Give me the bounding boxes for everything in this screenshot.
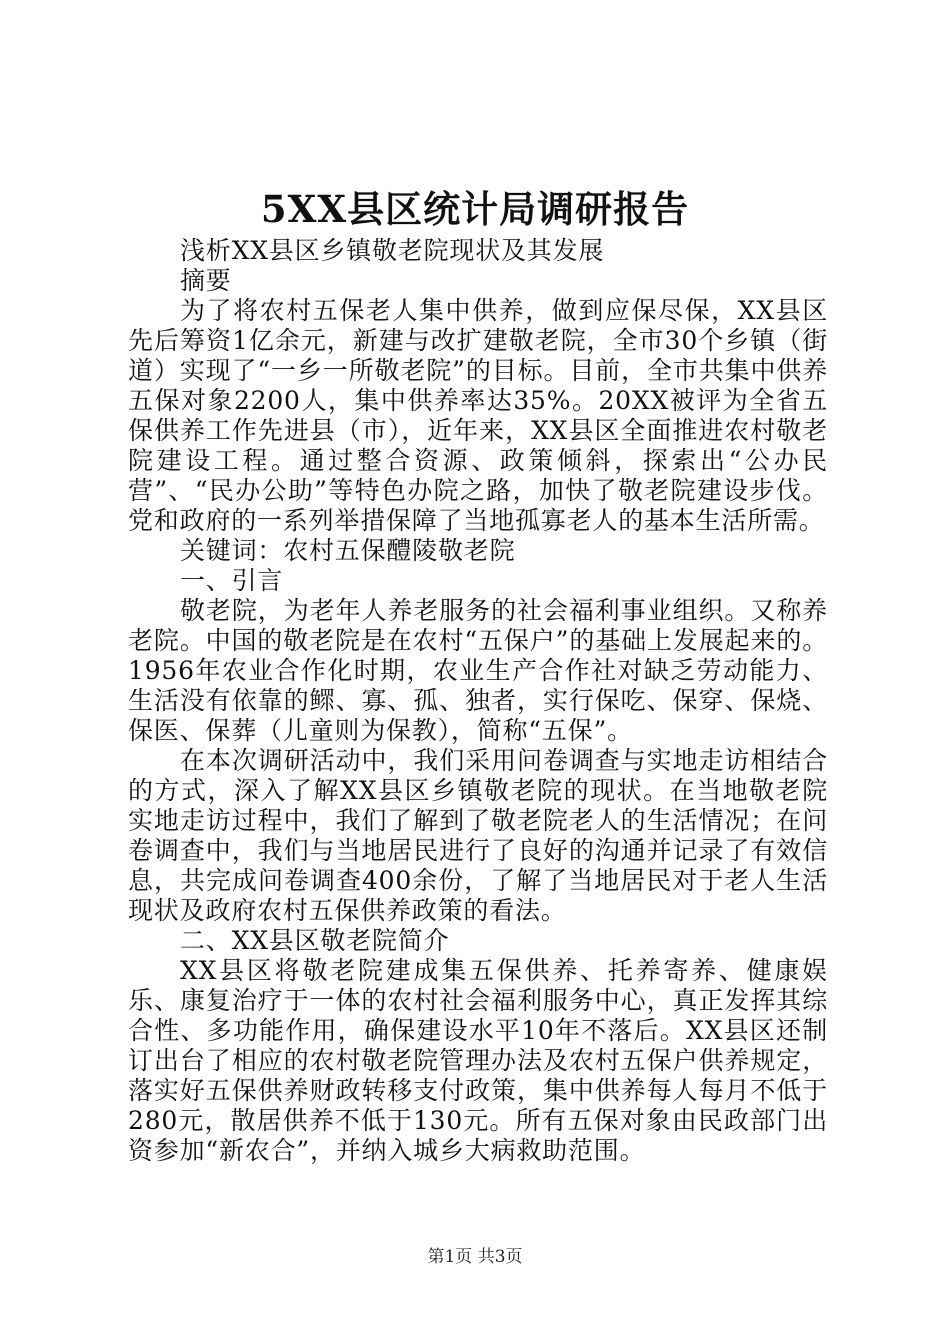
abstract-paragraph: 为了将农村五保老人集中供养，做到应保尽保，XX县区先后筹资1亿余元，新建与改扩建敬老院，全市30个乡镇（街道）实现了“一乡一所敬老院”的目标。目前，全市共集中供养五保对象2200人，集中供养率达35%。20XX被评为全省五保供养工作先进县（市），近年来，XX县区全面推进农村敬老院建设工程。通过整合资源、政策倾斜，探索出“公办民营”、“民办公助”等特色办院之路，加快了敬老院建设步伐。党和政府的一系列举措保障了当地孤寡老人的基本生活所需。: [128, 296, 828, 535]
abstract-heading: 摘要: [180, 266, 232, 295]
body-paragraph: 敬老院，为老年人养老服务的社会福利事业组织。又称养老院。中国的敬老院是在农村“五保户”的基础上发展起来的。1956年农业合作化时期，农业生产合作社对缺乏劳动能力、生活没有依靠的鳏、寡、孤、独者，实行保吃、保穿、保烧、保医、保葬（儿童则为保教），简称“五保”。: [128, 596, 828, 745]
subtitle-paragraph: 浅析XX县区乡镇敬老院现状及其发展: [180, 236, 605, 265]
body-paragraph: XX县区将敬老院建成集五保供养、托养寄养、健康娱乐、康复治疗于一体的农村社会福利服务中心，真正发挥其综合性、多功能作用，确保建设水平10年不落后。XX县区还制订出台了相应的农村敬老院管理办法及农村五保户供养规定，落实好五保供养财政转移支付政策，集中供养每人每月不低于280元，散居供养不低于130元。所有五保对象由民政部门出资参加“新农合”，并纳入城乡大病救助范围。: [128, 956, 828, 1165]
page-footer: 第1页 共3页: [427, 1247, 523, 1267]
section-heading-introduction: 一、引言: [180, 566, 284, 595]
document-title: 5XX县区统计局调研报告: [260, 187, 690, 231]
section-heading-overview: 二、XX县区敬老院简介: [180, 926, 450, 955]
document-body: [128, 236, 828, 1166]
body-paragraph: 在本次调研活动中，我们采用问卷调查与实地走访相结合的方式，深入了解XX县区乡镇敬老院的现状。在当地敬老院实地走访过程中，我们了解到了敬老院老人的生活情况；在问卷调查中，我们与当地居民进行了良好的沟通并记录了有效信息，共完成问卷调查400余份，了解了当地居民对于老人生活现状及政府农村五保供养政策的看法。: [128, 746, 828, 925]
keywords-paragraph: 关键词：农村五保醴陵敬老院: [180, 536, 516, 565]
